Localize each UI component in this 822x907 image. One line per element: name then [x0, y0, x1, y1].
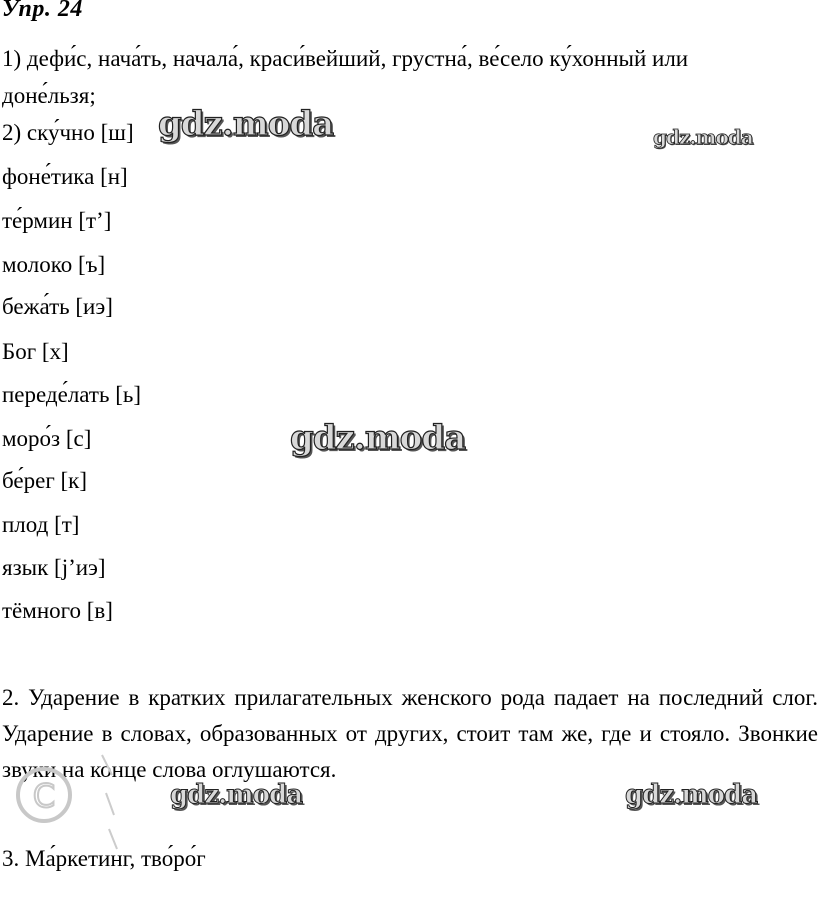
phonetic-item: тёмного [в] [2, 598, 113, 623]
watermark: gdz.moda [653, 125, 753, 149]
exercise-title: Упр. 24 [2, 0, 83, 22]
phonetic-item: бе́рег [к] [2, 468, 87, 493]
answer-paragraph-2: 2. Ударение в кратких прилагательных женского рода падает на последний слог. Ударение в словах, образованных от других, стоит там же, где и стояло. Звонкие звуки на конце слова оглушаются. [2, 685, 818, 782]
answer-part-1 [2, 40, 818, 114]
phonetic-item: плод [т] [2, 512, 80, 537]
watermark: gdz.moda [170, 780, 303, 810]
phonetic-item: 2) ску́чно [ш] [2, 120, 134, 145]
phonetic-item: фоне́тика [н] [2, 164, 128, 189]
answer-part-1-tail: доне́льзя; [2, 83, 96, 108]
answer-paragraph-3: 3. Ма́ркетинг, тво́ро́г [2, 846, 206, 871]
copyright-seal-icon [14, 745, 124, 855]
svg-text:C: C [32, 777, 56, 815]
watermark: gdz.moda [625, 780, 758, 810]
phonetic-item: те́рмин [т’] [2, 208, 112, 233]
answer-part-1-line: 1) дефи́с, нача́ть, начала́, краси́вейший, грустна́, ве́село ку́хонный или [2, 46, 689, 71]
phonetic-item: молоко [ъ] [2, 252, 106, 277]
phonetic-item: язык [j’иэ] [2, 555, 106, 580]
phonetic-item: Бог [х] [2, 339, 69, 364]
phonetic-item: бежа́ть [иэ] [2, 294, 113, 319]
watermark: gdz.moda [158, 104, 334, 144]
watermark: gdz.moda [290, 418, 466, 458]
phonetic-item: переде́лать [ь] [2, 382, 142, 407]
phonetic-item: моро́з [с] [2, 426, 92, 451]
